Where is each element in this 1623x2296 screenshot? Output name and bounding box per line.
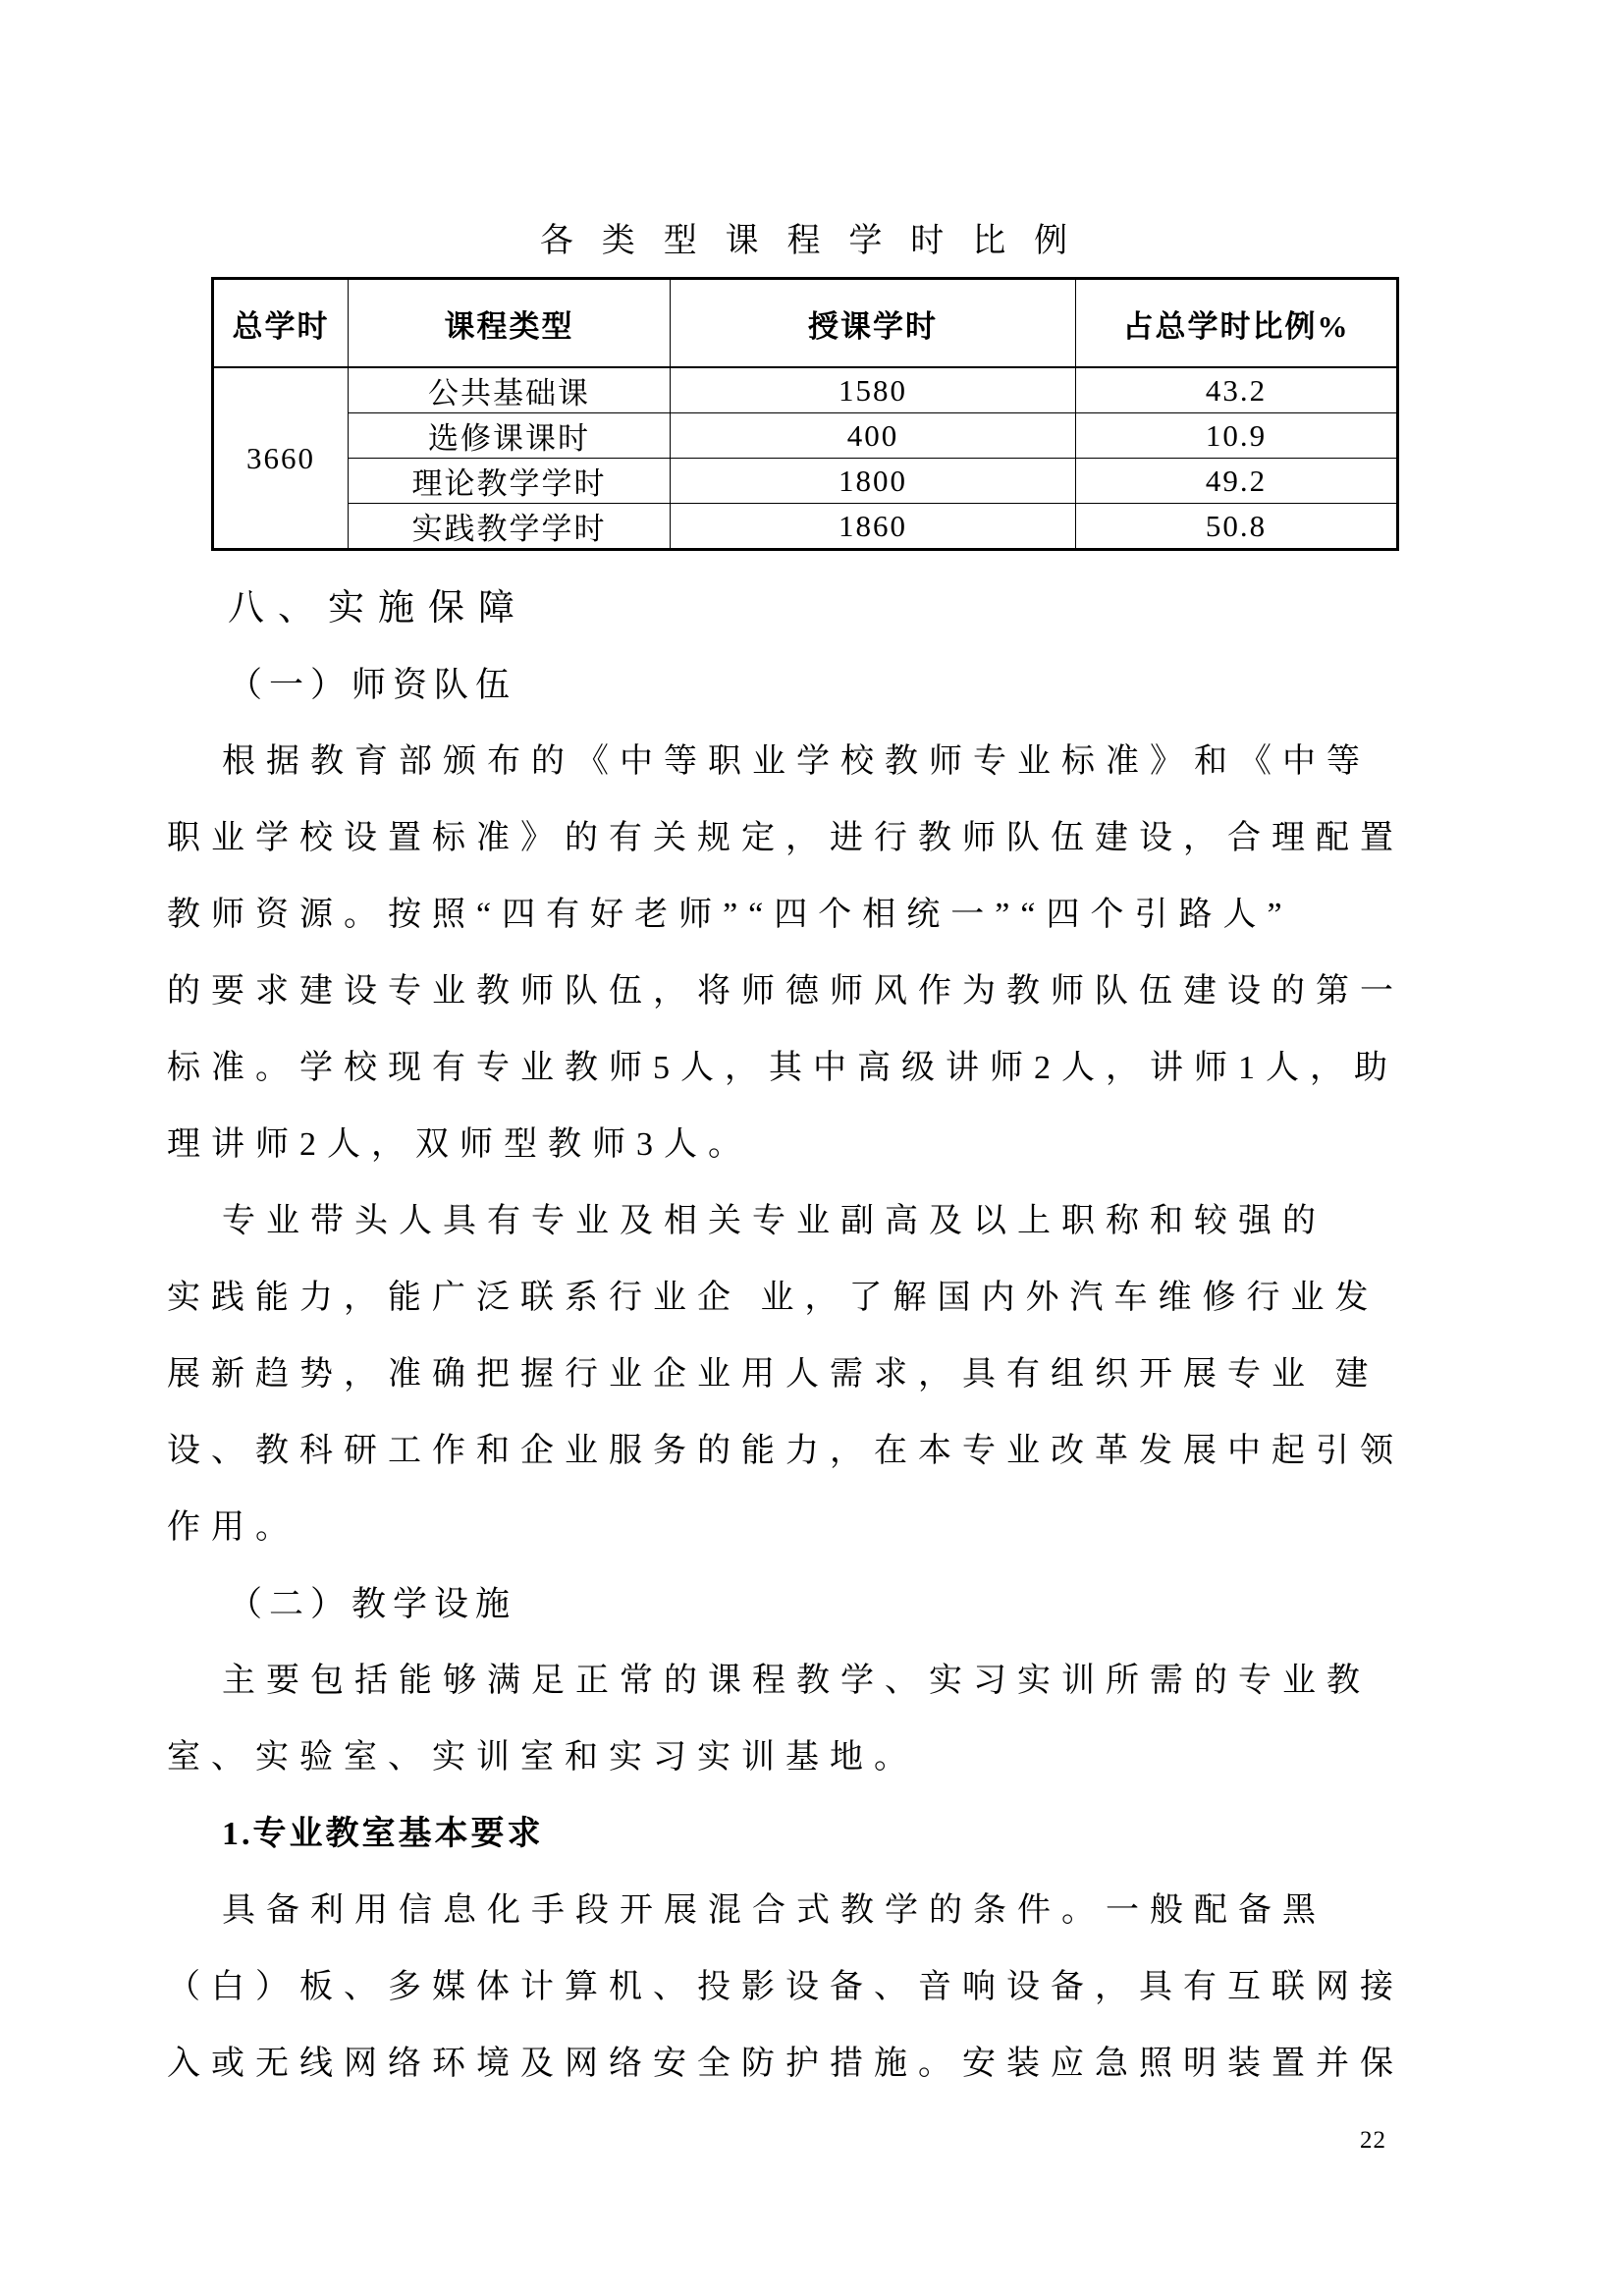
hours-cell: 400	[671, 413, 1076, 459]
text-line: （白）板、多媒体计算机、投影设备、音响设备，具有互联网接	[167, 1969, 1404, 2005]
percent-cell: 50.8	[1076, 504, 1398, 550]
page-content	[167, 218, 1414, 2103]
course-type-cell: 选修课课时	[349, 413, 671, 459]
percent-cell: 43.2	[1076, 367, 1398, 413]
table-title: 各类型课程学时比例	[539, 223, 1096, 259]
col-header-total-hours: 总学时	[213, 279, 349, 368]
course-type-cell: 公共基础课	[349, 367, 671, 413]
text-line: 主要包括能够满足正常的课程教学、实习实训所需的专业教	[222, 1663, 1371, 1699]
text-line: 教师资源。按照“四有好老师”“四个相统一”“四个引路人”	[167, 897, 1293, 933]
course-type-cell: 实践教学学时	[349, 504, 671, 550]
text-line: 作用。	[167, 1509, 299, 1546]
text-line: 具备利用信息化手段开展混合式教学的条件。一般配备黑	[222, 1892, 1326, 1929]
text-line: 专业带头人具有专业及相关专业副高及以上职称和较强的	[222, 1203, 1326, 1239]
percent-cell: 49.2	[1076, 459, 1398, 504]
text-line: 实践能力，能广泛联系行业企 业，了解国内外汽车维修行业发	[167, 1280, 1380, 1316]
table-row	[213, 504, 1398, 550]
table-header-row	[213, 279, 1398, 368]
text-line: 设、教科研工作和企业服务的能力，在本专业改革发展中起引领	[167, 1433, 1404, 1469]
col-header-teaching-hours: 授课学时	[671, 279, 1076, 368]
hours-cell: 1800	[671, 459, 1076, 504]
body-text	[167, 571, 1414, 2103]
table-row	[213, 459, 1398, 504]
col-header-percent: 占总学时比例%	[1076, 279, 1398, 368]
subsection-heading-facilities: （二）教学设施	[228, 1585, 517, 1623]
table-row	[213, 367, 1398, 413]
table-row	[213, 413, 1398, 459]
section-heading-implementation: 八、实施保障	[228, 588, 528, 629]
text-line: 标准。学校现有专业教师5人，其中高级讲师2人，讲师1人，助	[167, 1050, 1398, 1086]
text-line: 理讲师2人，双师型教师3人。	[167, 1126, 752, 1163]
hours-cell: 1860	[671, 504, 1076, 550]
course-type-cell: 理论教学学时	[349, 459, 671, 504]
col-header-course-type: 课程类型	[349, 279, 671, 368]
total-hours-cell: 3660	[213, 367, 349, 550]
text-line: 展新趋势，准确把握行业企业用人需求，具有组织开展专业 建	[167, 1356, 1380, 1393]
subheading-classroom-requirements: 1.专业教室基本要求	[222, 1816, 544, 1852]
text-line: 根据教育部颁布的《中等职业学校教师专业标准》和《中等	[222, 743, 1371, 780]
text-line: 职业学校设置标准》的有关规定，进行教师队伍建设，合理配置	[167, 820, 1404, 856]
subsection-heading-faculty: （一）师资队伍	[228, 666, 517, 704]
text-line: 入或无线网络环境及网络安全防护措施。安装应急照明装置并保	[167, 2046, 1404, 2082]
hours-table	[211, 277, 1399, 551]
hours-cell: 1580	[671, 367, 1076, 413]
table-section	[211, 218, 1396, 551]
text-line: 室、实验室、实训室和实习实训基地。	[167, 1739, 918, 1776]
page-number: 22	[1360, 2127, 1386, 2154]
percent-cell: 10.9	[1076, 413, 1398, 459]
text-line: 的要求建设专业教师队伍，将师德师风作为教师队伍建设的第一	[167, 973, 1404, 1010]
